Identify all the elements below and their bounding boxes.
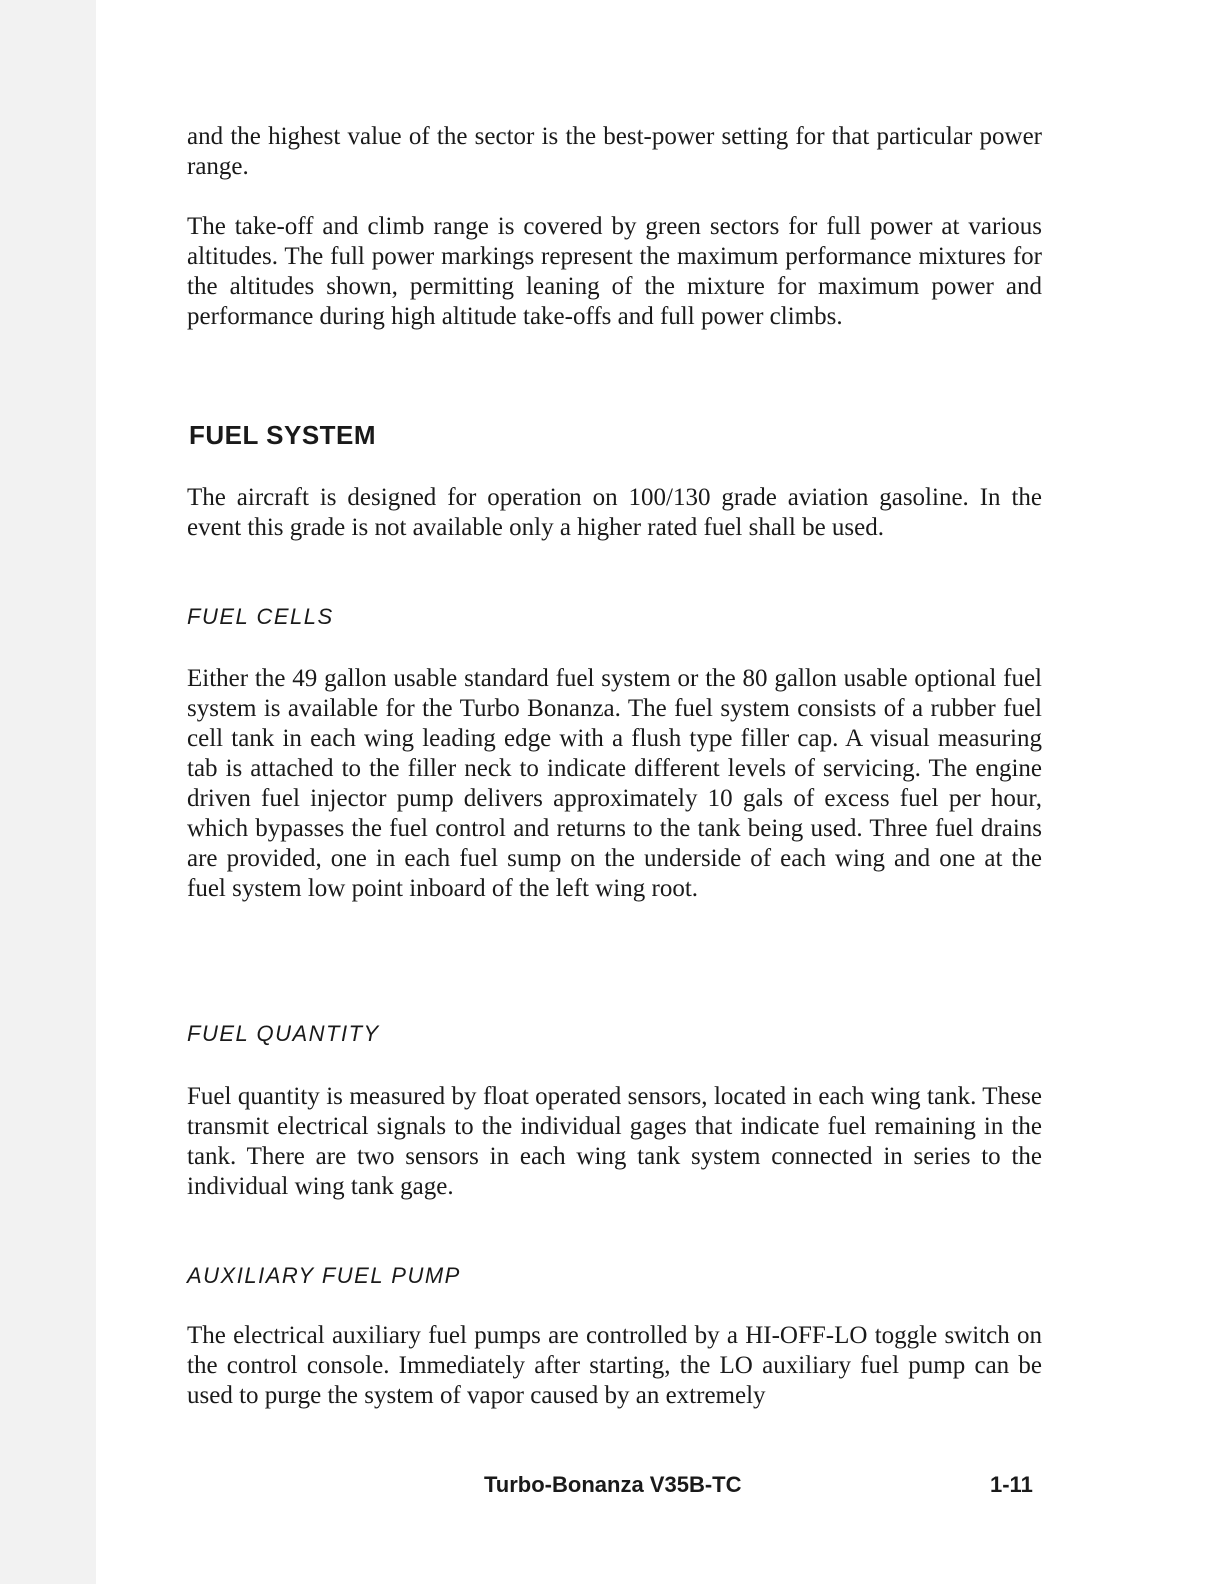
paragraph-sector-best-power: and the highest value of the sector is the best-power setting for that particular power range. [187,123,1042,180]
heading-fuel-quantity: FUEL QUANTITY [187,1021,380,1046]
paragraph-fuel-grade: The aircraft is designed for operation on 100/130 grade aviation gasoline. In the event this grade is not available only a higher rated fuel shall be used. [187,484,1042,541]
paragraph-auxiliary-fuel-pump: The electrical auxiliary fuel pumps are controlled by a HI-OFF-LO toggle switch on the control console. Immediately after starting, the LO auxiliary fuel pump can be used to purge the system of vapor caused by an extremely [187,1322,1042,1409]
footer-manual-title: Turbo-Bonanza V35B-TC [484,1472,742,1497]
footer-page-number: 1-11 [990,1472,1033,1497]
heading-fuel-cells: FUEL CELLS [187,604,334,629]
paragraph-takeoff-climb-range: The take-off and climb range is covered by green sectors for full power at various altitudes. The full power markings represent the maximum performance mixtures for the altitudes shown, permitting leaning of the mixture for maximum power and performance during high altitude take-offs and full power climbs. [187,213,1042,330]
paragraph-fuel-cells: Either the 49 gallon usable standard fuel system or the 80 gallon usable optional fuel system is available for the Turbo Bonanza. The fuel system consists of a rubber fuel cell tank in each wing leading edge with a flush type filler cap. A visual measuring tab is attached to the filler neck to indicate different levels of servicing. The engine driven fuel injector pump delivers approximately 10 gals of excess fuel per hour, which bypasses the fuel control and returns to the tank being used. Three fuel drains are provided, one in each fuel sump on the underside of each wing and one at the fuel system low point inboard of the left wing root. [187,665,1042,902]
heading-fuel-system: FUEL SYSTEM [189,420,377,450]
heading-auxiliary-fuel-pump: AUXILIARY FUEL PUMP [187,1263,461,1288]
paragraph-fuel-quantity: Fuel quantity is measured by float operated sensors, located in each wing tank. These transmit electrical signals to the individual gages that indicate fuel remaining in the tank. There are two sensors in each wing tank system connected in series to the individual wing tank gage. [187,1083,1042,1200]
